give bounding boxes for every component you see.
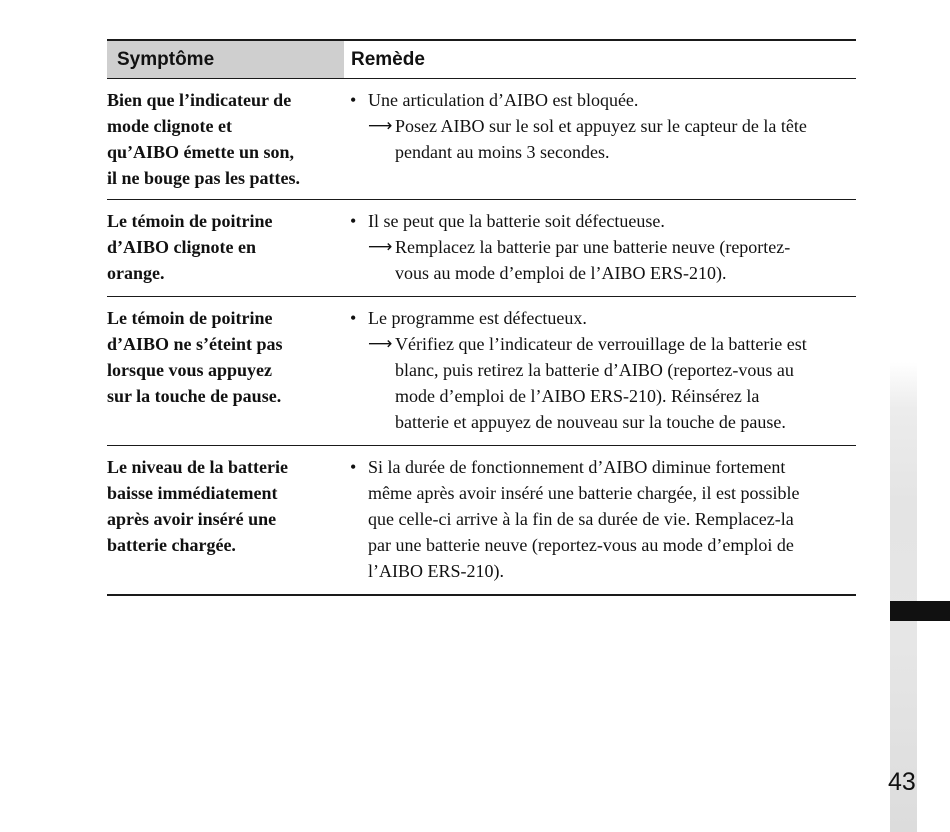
remedy-cell: [344, 297, 856, 445]
action-line: pendant au moins 3 secondes.: [395, 142, 610, 162]
arrow-right-icon: ⟶: [368, 116, 392, 136]
action-line: batterie et appuyez de nouveau sur la touche de pause.: [395, 412, 786, 432]
header-remedy: Remède: [351, 48, 425, 70]
header-symptom: Symptôme: [107, 41, 344, 78]
table-row: [107, 200, 856, 297]
symptom-line: orange.: [107, 263, 165, 283]
symptom-line: Le niveau de la batterie: [107, 457, 288, 477]
table-row: [107, 297, 856, 446]
cause-item: [350, 305, 856, 331]
cause-line: Si la durée de fonctionnement d’AIBO diminue fortement: [368, 457, 786, 477]
symptom-cell: [107, 79, 344, 199]
cause-text: Il se peut que la batterie soit défectueuse.: [368, 211, 665, 231]
page-number: 43: [888, 768, 916, 796]
symptom-line: lorsque vous appuyez: [107, 360, 273, 380]
symptom-line: Le témoin de poitrine: [107, 308, 273, 328]
cause-text: Le programme est défectueux.: [368, 308, 587, 328]
table-header: [107, 39, 856, 79]
symptom-cell: [107, 200, 344, 296]
symptom-line: batterie chargée.: [107, 535, 236, 555]
symptom-line: Le témoin de poitrine: [107, 211, 273, 231]
action-item: [368, 234, 856, 286]
bullet-icon: •: [350, 90, 357, 110]
cause-line: l’AIBO ERS-210).: [368, 561, 504, 581]
cause-line: même après avoir inséré une batterie chargée, il est possible: [368, 483, 800, 503]
symptom-line: mode clignote et: [107, 116, 232, 136]
cause-text: Une articulation d’AIBO est bloquée.: [368, 90, 639, 110]
troubleshooting-table: [107, 39, 856, 596]
action-item: [368, 331, 856, 435]
thumb-index-strip: [890, 362, 917, 832]
symptom-line: d’AIBO ne s’éteint pas: [107, 334, 283, 354]
symptom-line: baisse immédiatement: [107, 483, 278, 503]
remedy-cell: [344, 79, 856, 199]
action-item: [368, 113, 856, 165]
cause-line: par une batterie neuve (reportez-vous au mode d’emploi de: [368, 535, 794, 555]
action-line: Remplacez la batterie par une batterie neuve (reportez-: [395, 237, 791, 257]
symptom-line: qu’AIBO émette un son,: [107, 142, 295, 162]
cause-item: [350, 208, 856, 234]
arrow-right-icon: ⟶: [368, 237, 392, 257]
remedy-cell: [344, 200, 856, 296]
symptom-line: après avoir inséré une: [107, 509, 277, 529]
arrow-right-icon: ⟶: [368, 334, 392, 354]
remedy-cell: [344, 446, 856, 594]
symptom-line: sur la touche de pause.: [107, 386, 282, 406]
cause-line: que celle-ci arrive à la fin de sa durée de vie. Remplacez-la: [368, 509, 794, 529]
cause-item: [350, 454, 856, 584]
bullet-icon: •: [350, 457, 357, 477]
section-tab-marker: [890, 601, 950, 621]
symptom-cell: [107, 297, 344, 445]
bullet-icon: •: [350, 308, 357, 328]
symptom-line: d’AIBO clignote en: [107, 237, 257, 257]
action-line: Vérifiez que l’indicateur de verrouillage de la batterie est: [395, 334, 807, 354]
action-line: Posez AIBO sur le sol et appuyez sur le capteur de la tête: [395, 116, 807, 136]
bullet-icon: •: [350, 211, 357, 231]
symptom-line: il ne bouge pas les pattes.: [107, 168, 301, 188]
cause-item: [350, 87, 856, 113]
table-row: [107, 446, 856, 596]
symptom-line: Bien que l’indicateur de: [107, 90, 292, 110]
action-line: vous au mode d’emploi de l’AIBO ERS-210).: [395, 263, 727, 283]
symptom-cell: [107, 446, 344, 594]
action-line: blanc, puis retirez la batterie d’AIBO (reportez-vous au: [395, 360, 794, 380]
action-line: mode d’emploi de l’AIBO ERS-210). Réinsérez la: [395, 386, 760, 406]
table-row: [107, 79, 856, 200]
